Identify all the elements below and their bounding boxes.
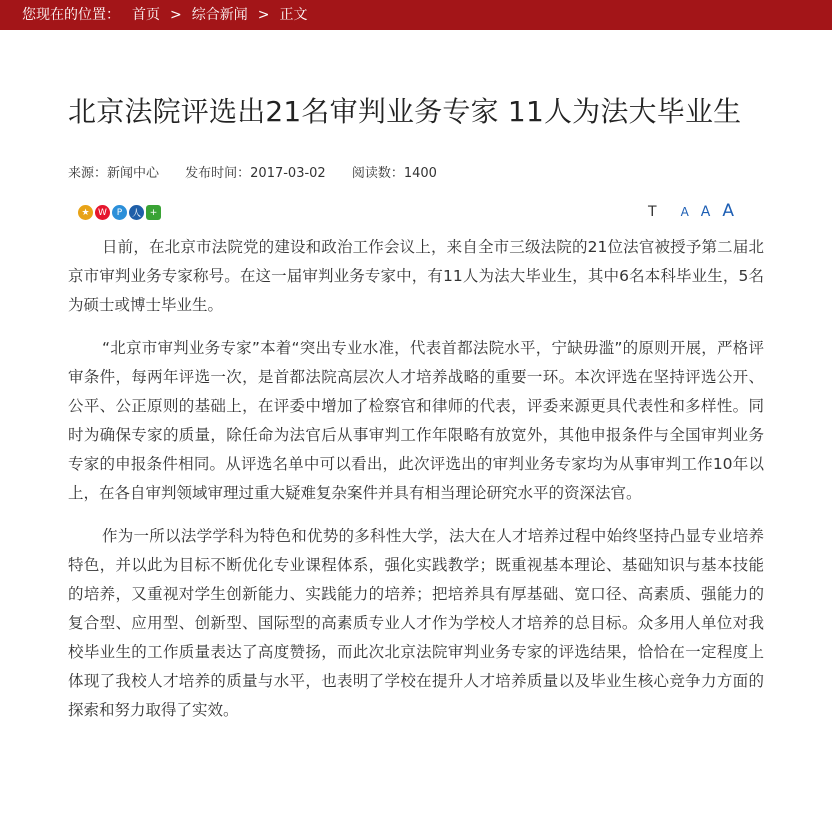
article xyxy=(68,30,764,725)
breadcrumb-current: 正文 xyxy=(279,7,308,23)
more-share-icon[interactable]: + xyxy=(146,205,161,220)
font-size-large-button[interactable]: A xyxy=(722,201,734,221)
renren-share-icon[interactable]: 人 xyxy=(129,205,144,220)
breadcrumb-bar xyxy=(0,0,832,30)
font-size-medium-button[interactable]: A xyxy=(700,204,711,220)
share-icons xyxy=(78,205,161,220)
article-views: 阅读数：1400 xyxy=(351,166,437,181)
article-paragraph: “北京市审判业务专家”本着“突出专业水准，代表首都法院水平，宁缺毋滥”的原则开展，严格评审条件，每两年评选一次，是首都法院高层次人才培养战略的重要一环。本次评选在坚持评选公开、公平、公正原则的基础上，在评委中增加了检察官和律师的代表，评委来源更具代表性和多样性。同时为确保专家的质量，除任命为法官后从事审判工作年限略有放宽外，其他申报条件与全国审判业务专家的申报条件相同。从评选名单中可以看出，此次评选出的审判业务专家均为从事审判工作10年以上，在各自审判领域审理过重大疑难复杂案件并具有相当理论研究水平的资深法官。 xyxy=(68,339,764,502)
breadcrumb-prefix: 您现在的位置： xyxy=(22,7,120,23)
font-size-label: T xyxy=(648,204,657,220)
breadcrumb-news-link[interactable]: 综合新闻 xyxy=(191,7,248,23)
breadcrumb-separator: > xyxy=(257,7,270,23)
article-source: 来源：新闻中心 xyxy=(68,166,160,181)
article-paragraph: 作为一所以法学学科为特色和优势的多科性大学，法大在人才培养过程中始终坚持凸显专业培养特色，并以此为目标不断优化专业课程体系，强化实践教学；既重视基本理论、基础知识与基本技能的培养，又重视对学生创新能力、实践能力的培养；把培养具有厚基础、宽口径、高素质、强能力的复合型、应用型、创新型、国际型的高素质专业人才作为学校人才培养的总目标。众多用人单位对我校毕业生的工作质量表达了高度赞扬，而此次北京法院审判业务专家的评选结果，恰恰在一定程度上体现了我校人才培养的质量与水平，也表明了学校在提升人才培养质量以及毕业生核心竞争力方面的探索和努力取得了实效。 xyxy=(68,527,764,719)
article-meta xyxy=(68,162,764,181)
font-size-controls xyxy=(648,201,734,221)
article-date: 发布时间：2017-03-02 xyxy=(185,166,326,181)
article-title: 北京法院评选出21名审判业务专家 11人为法大毕业生 xyxy=(68,95,742,128)
qzone-share-icon[interactable]: ★ xyxy=(78,205,93,220)
breadcrumb-separator: > xyxy=(170,7,182,23)
font-size-small-button[interactable]: A xyxy=(680,205,689,219)
weibo-share-icon[interactable]: W xyxy=(95,205,110,220)
tencent-weibo-share-icon[interactable]: P xyxy=(112,205,127,220)
article-paragraph: 日前，在北京市法院党的建设和政治工作会议上，来自全市三级法院的21位法官被授予第二届北京市审判业务专家称号。在这一届审判业务专家中，有11人为法大毕业生，其中6名本科毕业生，5名为硕士或博士毕业生。 xyxy=(68,238,764,314)
breadcrumb-home-link[interactable]: 首页 xyxy=(132,7,160,23)
article-toolbar xyxy=(68,201,764,227)
article-body xyxy=(68,233,764,725)
